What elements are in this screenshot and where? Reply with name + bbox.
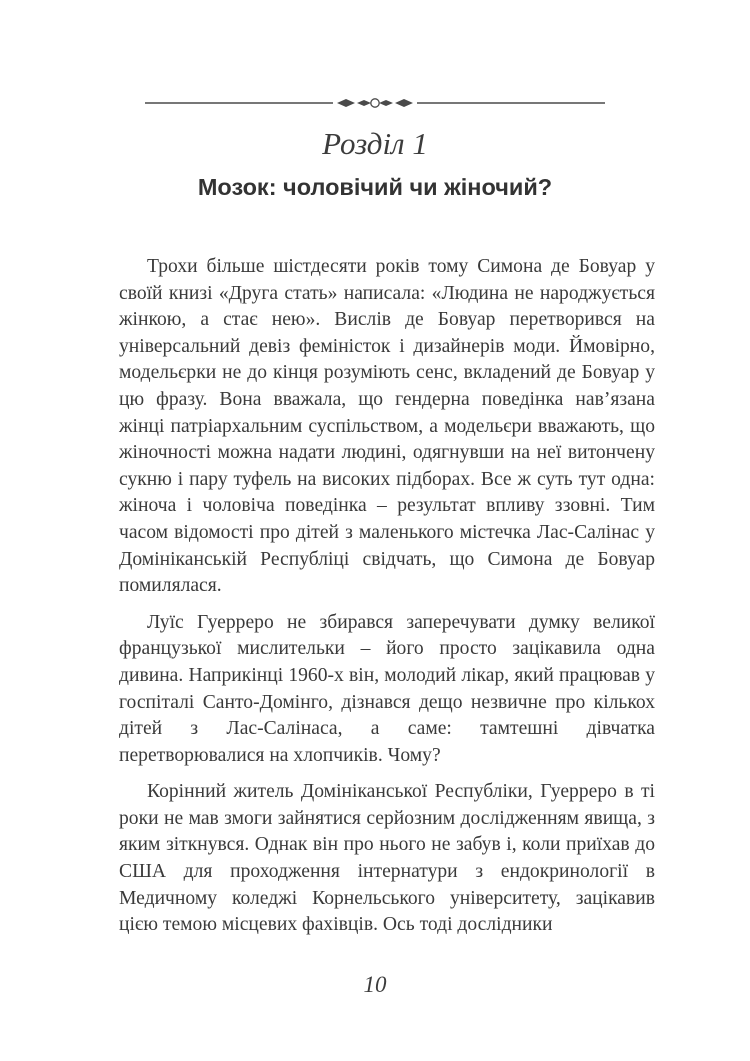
- chapter-label: Розділ 1: [322, 126, 428, 161]
- paragraph-2: Луїс Гуерреро не збирався заперечувати думку великої французької мислительки – його просто зацікавила одна дивина. Наприкінці 1960-х він, молодий лікар, який працював у госпіталі Санто-Домінго, дізнався дещо незвичне про кількох дітей з Лас-Салінаса, а саме: тамтешні дівчатка перетворювалися на хлопчиків. Чому?: [119, 611, 655, 766]
- paragraph-3: Корінний житель Домініканської Республіки, Гуерреро в ті роки не мав змоги зайнятися серйозним дослідженням явища, з яким зіткнувся. Однак він про нього не забув і, коли приїхав до США для проходження інтернатури з ендокринології в Медичному коледжі Корнельського університету, зацікавив цією темою місцевих фахівців. Ось тоді дослідники: [119, 781, 655, 936]
- ornament-divider: [145, 94, 605, 112]
- paragraph-1: Трохи більше шістдесяти років тому Симона де Бовуар у своїй книзі «Друга стать» написала: «Людина не народжується жінкою, а стає нею». Вислів де Бовуар перетворився на універсальний девіз феміністок і дизайнерів моди. Ймовірно, модельєрки не до кінця розуміють сенс, вкладений де Бовуар у цю фразу. Вона вважала, що гендерна поведінка нав’язана жінці патріархальним суспільством, а модельєри вважають, що жіночності можна надати людині, одягнувши на неї витончену сукню і пару туфель на високих підборах. Все ж суть тут одна: жіноча і чоловіча поведінка – результат впливу ззовні. Тим часом відомості про дітей з маленького містечка Лас-Салінас у Домініканській Республіці свідчать, що Симона де Бовуар помилялася.: [119, 256, 655, 597]
- body-text: [119, 254, 655, 949]
- chapter-title: Мозок: чоловічий чи жіночий?: [197, 174, 553, 200]
- page-number: 10: [363, 972, 387, 997]
